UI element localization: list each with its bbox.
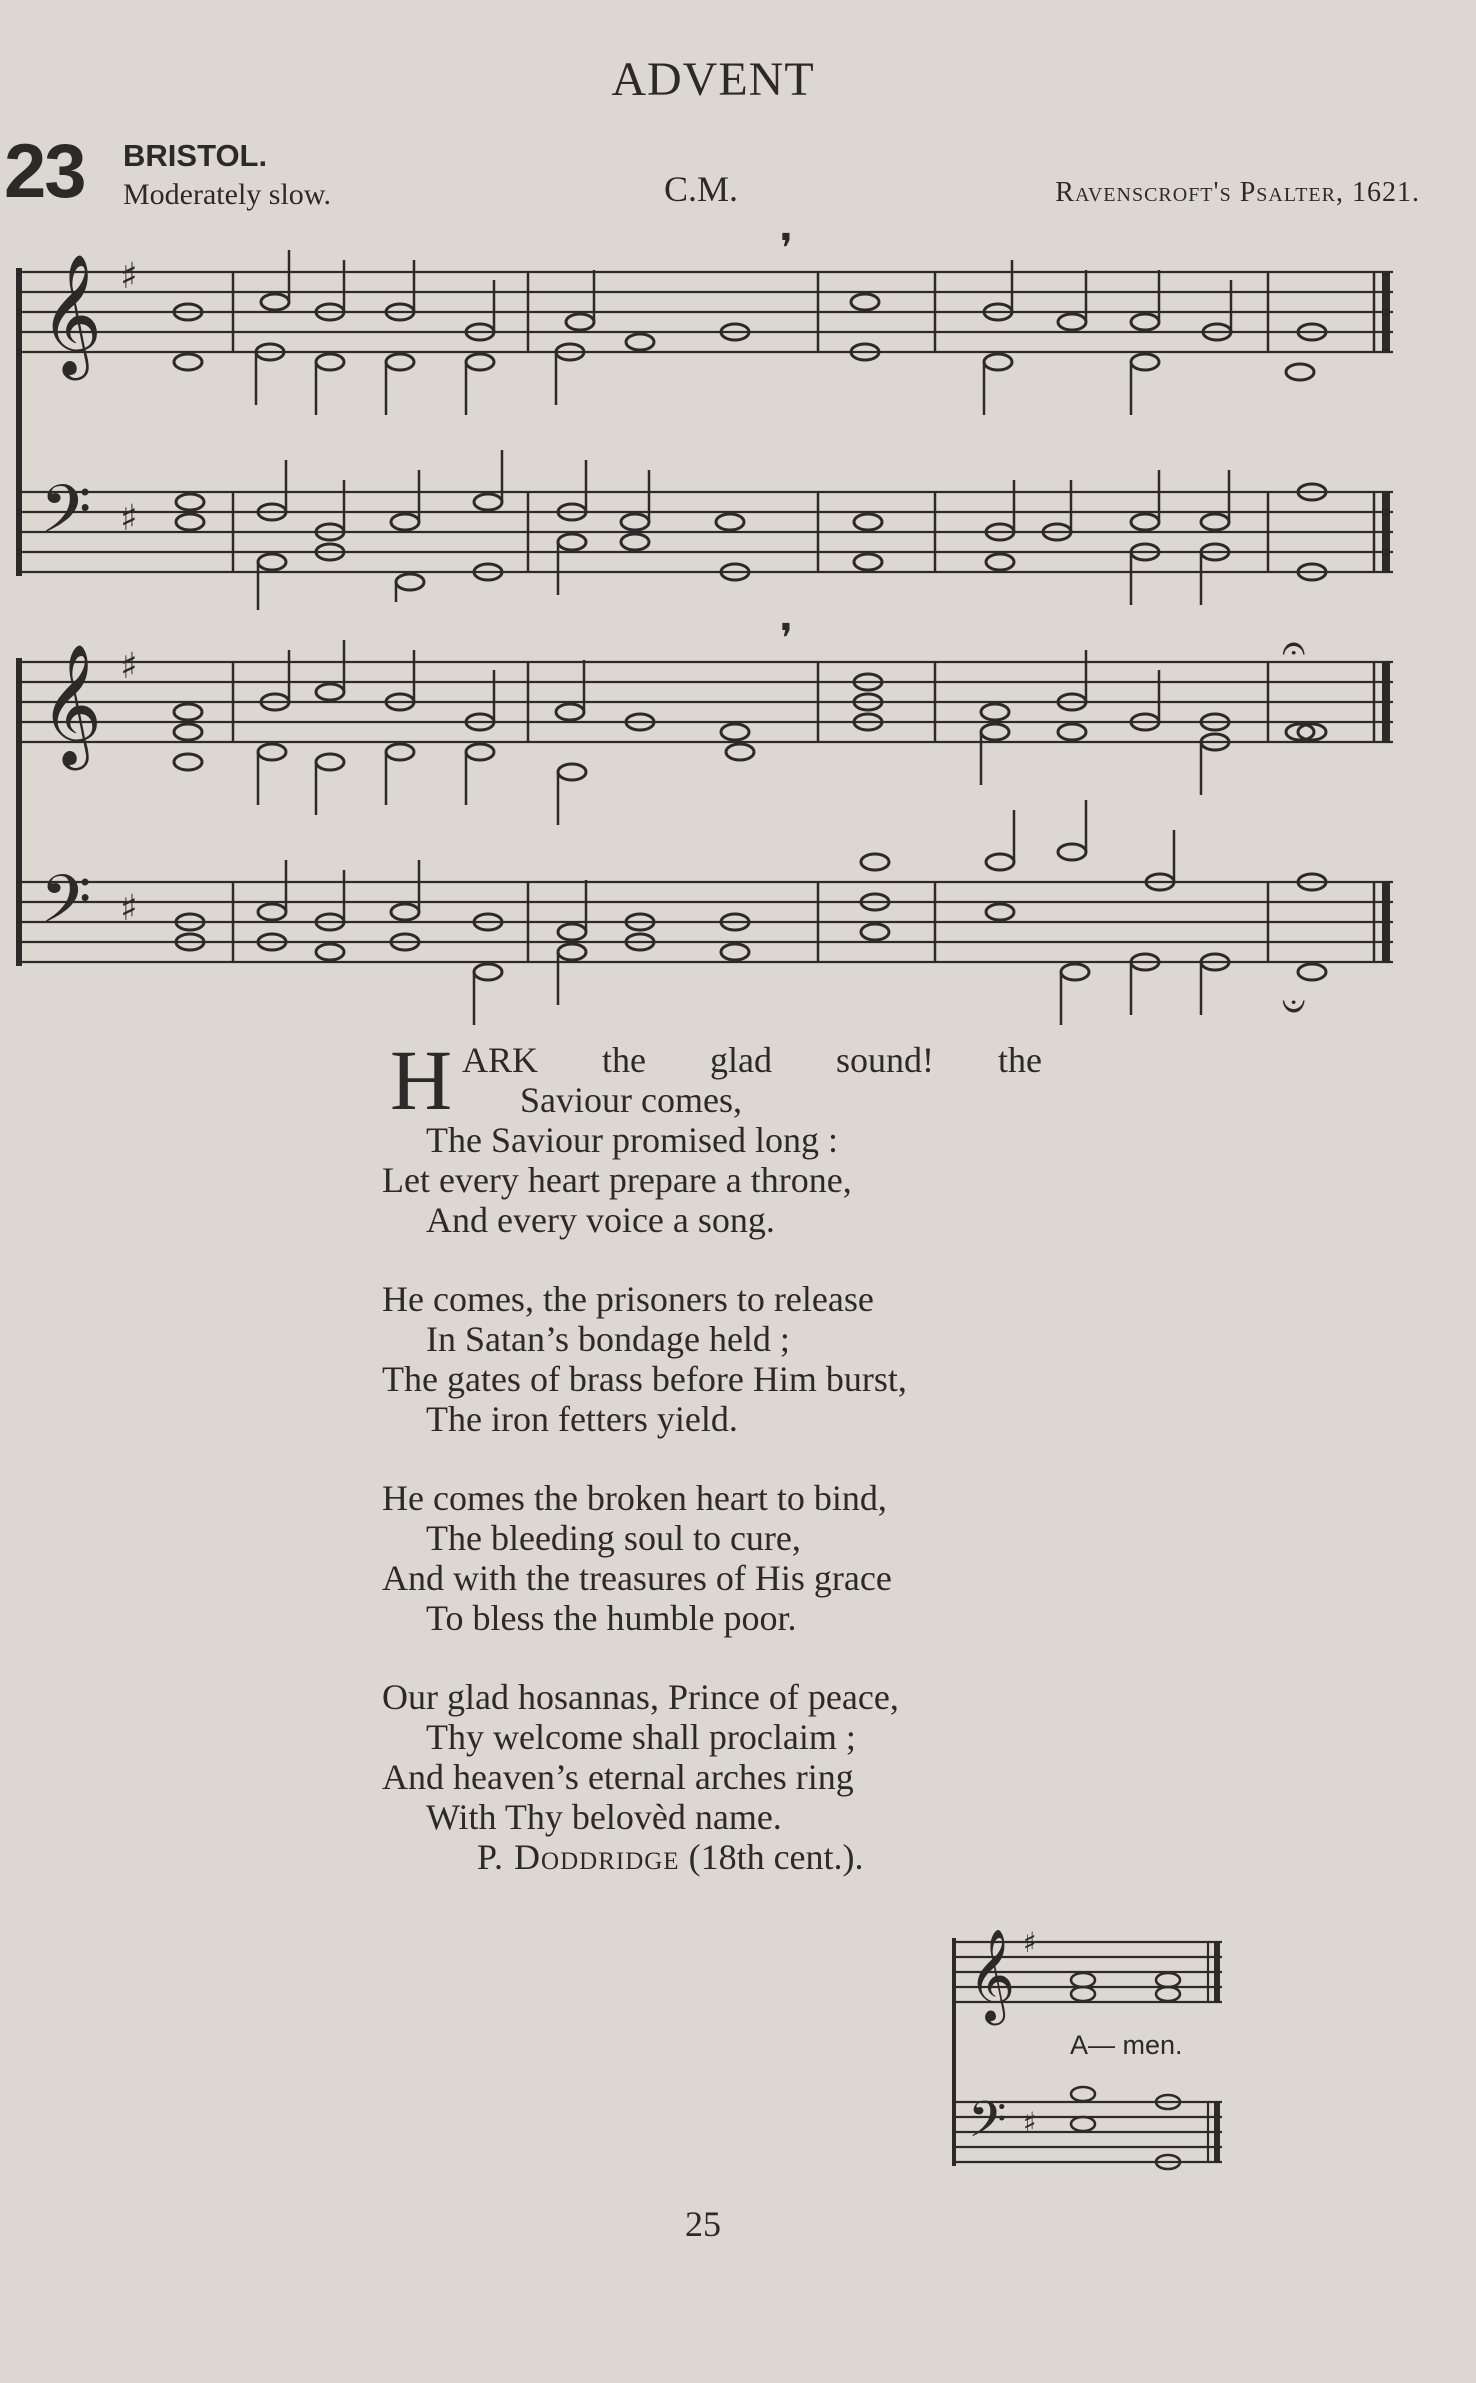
- tune-source: Ravenscroft's Psalter, 1621.: [1055, 177, 1420, 208]
- stanza-3: [382, 1478, 1042, 1638]
- section-title: ADVENT: [611, 53, 815, 106]
- first-line-word: ARK: [462, 1040, 539, 1080]
- author-name: P. Doddridge: [477, 1837, 680, 1877]
- verse-line: He comes, the prisoners to release: [382, 1279, 874, 1319]
- svg-text:❜: ❜: [780, 230, 793, 272]
- first-line-word: the: [602, 1040, 646, 1080]
- verse-line: And every voice a song.: [426, 1200, 775, 1240]
- svg-text:♯: ♯: [120, 646, 138, 687]
- svg-text:♯: ♯: [1023, 2106, 1037, 2139]
- stanza-4: [382, 1677, 1042, 1837]
- verse-line: With Thy belovèd name.: [426, 1797, 782, 1837]
- first-line-word: sound!: [835, 1040, 934, 1080]
- svg-text:❜: ❜: [780, 620, 793, 662]
- svg-text:𝄢: 𝄢: [968, 2091, 1007, 2161]
- svg-text:𝄞: 𝄞: [968, 1928, 1016, 2021]
- verse-line: The iron fetters yield.: [426, 1399, 738, 1439]
- svg-text:𝄢: 𝄢: [40, 471, 92, 564]
- verse-line: The Saviour promised long :: [426, 1120, 838, 1160]
- treble-clef-icon: [40, 253, 102, 381]
- verse-line: Saviour comes,: [520, 1080, 742, 1120]
- treble-clef-icon: [968, 1928, 1015, 2025]
- first-line-word: glad: [710, 1040, 772, 1080]
- verse-line: He comes the broken heart to bind,: [382, 1478, 887, 1518]
- stanza-2: [382, 1279, 1042, 1439]
- meter: C.M.: [664, 169, 739, 209]
- svg-text:♯: ♯: [1023, 1926, 1037, 1959]
- svg-text:𝄢: 𝄢: [40, 861, 92, 954]
- verse-line: The gates of brass before Him burst,: [382, 1359, 907, 1399]
- hymn-text: [382, 1032, 1042, 1877]
- verse-line: Let every heart prepare a throne,: [382, 1160, 852, 1200]
- svg-text:𝄞: 𝄞: [40, 253, 103, 375]
- verse-line: The bleeding soul to cure,: [426, 1518, 801, 1558]
- svg-text:𝄑: 𝄑: [1282, 981, 1306, 1030]
- bass-clef-icon: [40, 471, 91, 564]
- author-date: (18th cent.).: [688, 1837, 864, 1877]
- treble-clef-icon: [40, 643, 102, 771]
- hymn-number: 23: [4, 129, 85, 214]
- svg-text:♯: ♯: [120, 888, 138, 929]
- verse-line: Our glad hosannas, Prince of peace,: [382, 1677, 899, 1717]
- first-line-word: the: [997, 1040, 1042, 1080]
- amen-lyric: A— men.: [1070, 2030, 1183, 2060]
- svg-text:𝄞: 𝄞: [40, 643, 103, 765]
- page-number: 25: [685, 2204, 721, 2244]
- verse-line: Thy welcome shall proclaim ;: [426, 1717, 856, 1757]
- author-credit: [382, 1837, 1042, 1877]
- verse-line: And with the treasures of His grace: [382, 1558, 892, 1598]
- music-system-2: [0, 620, 1476, 1040]
- tune-name: BRISTOL.: [123, 138, 268, 173]
- svg-text:♯: ♯: [120, 498, 138, 539]
- verse-line: To bless the humble poor.: [426, 1598, 797, 1638]
- bass-clef-icon: [40, 861, 91, 954]
- tempo-marking: Moderately slow.: [123, 178, 332, 211]
- svg-text:𝄐: 𝄐: [1282, 623, 1306, 672]
- verse-line: In Satan’s bondage held ;: [426, 1319, 790, 1359]
- bass-clef-icon: [968, 2091, 1007, 2161]
- drop-cap: H: [390, 1032, 453, 1128]
- svg-text:♯: ♯: [120, 256, 138, 297]
- stanza-1: [382, 1032, 1042, 1240]
- music-system-1: [0, 230, 1476, 610]
- verse-line: And heaven’s eternal arches ring: [382, 1757, 854, 1797]
